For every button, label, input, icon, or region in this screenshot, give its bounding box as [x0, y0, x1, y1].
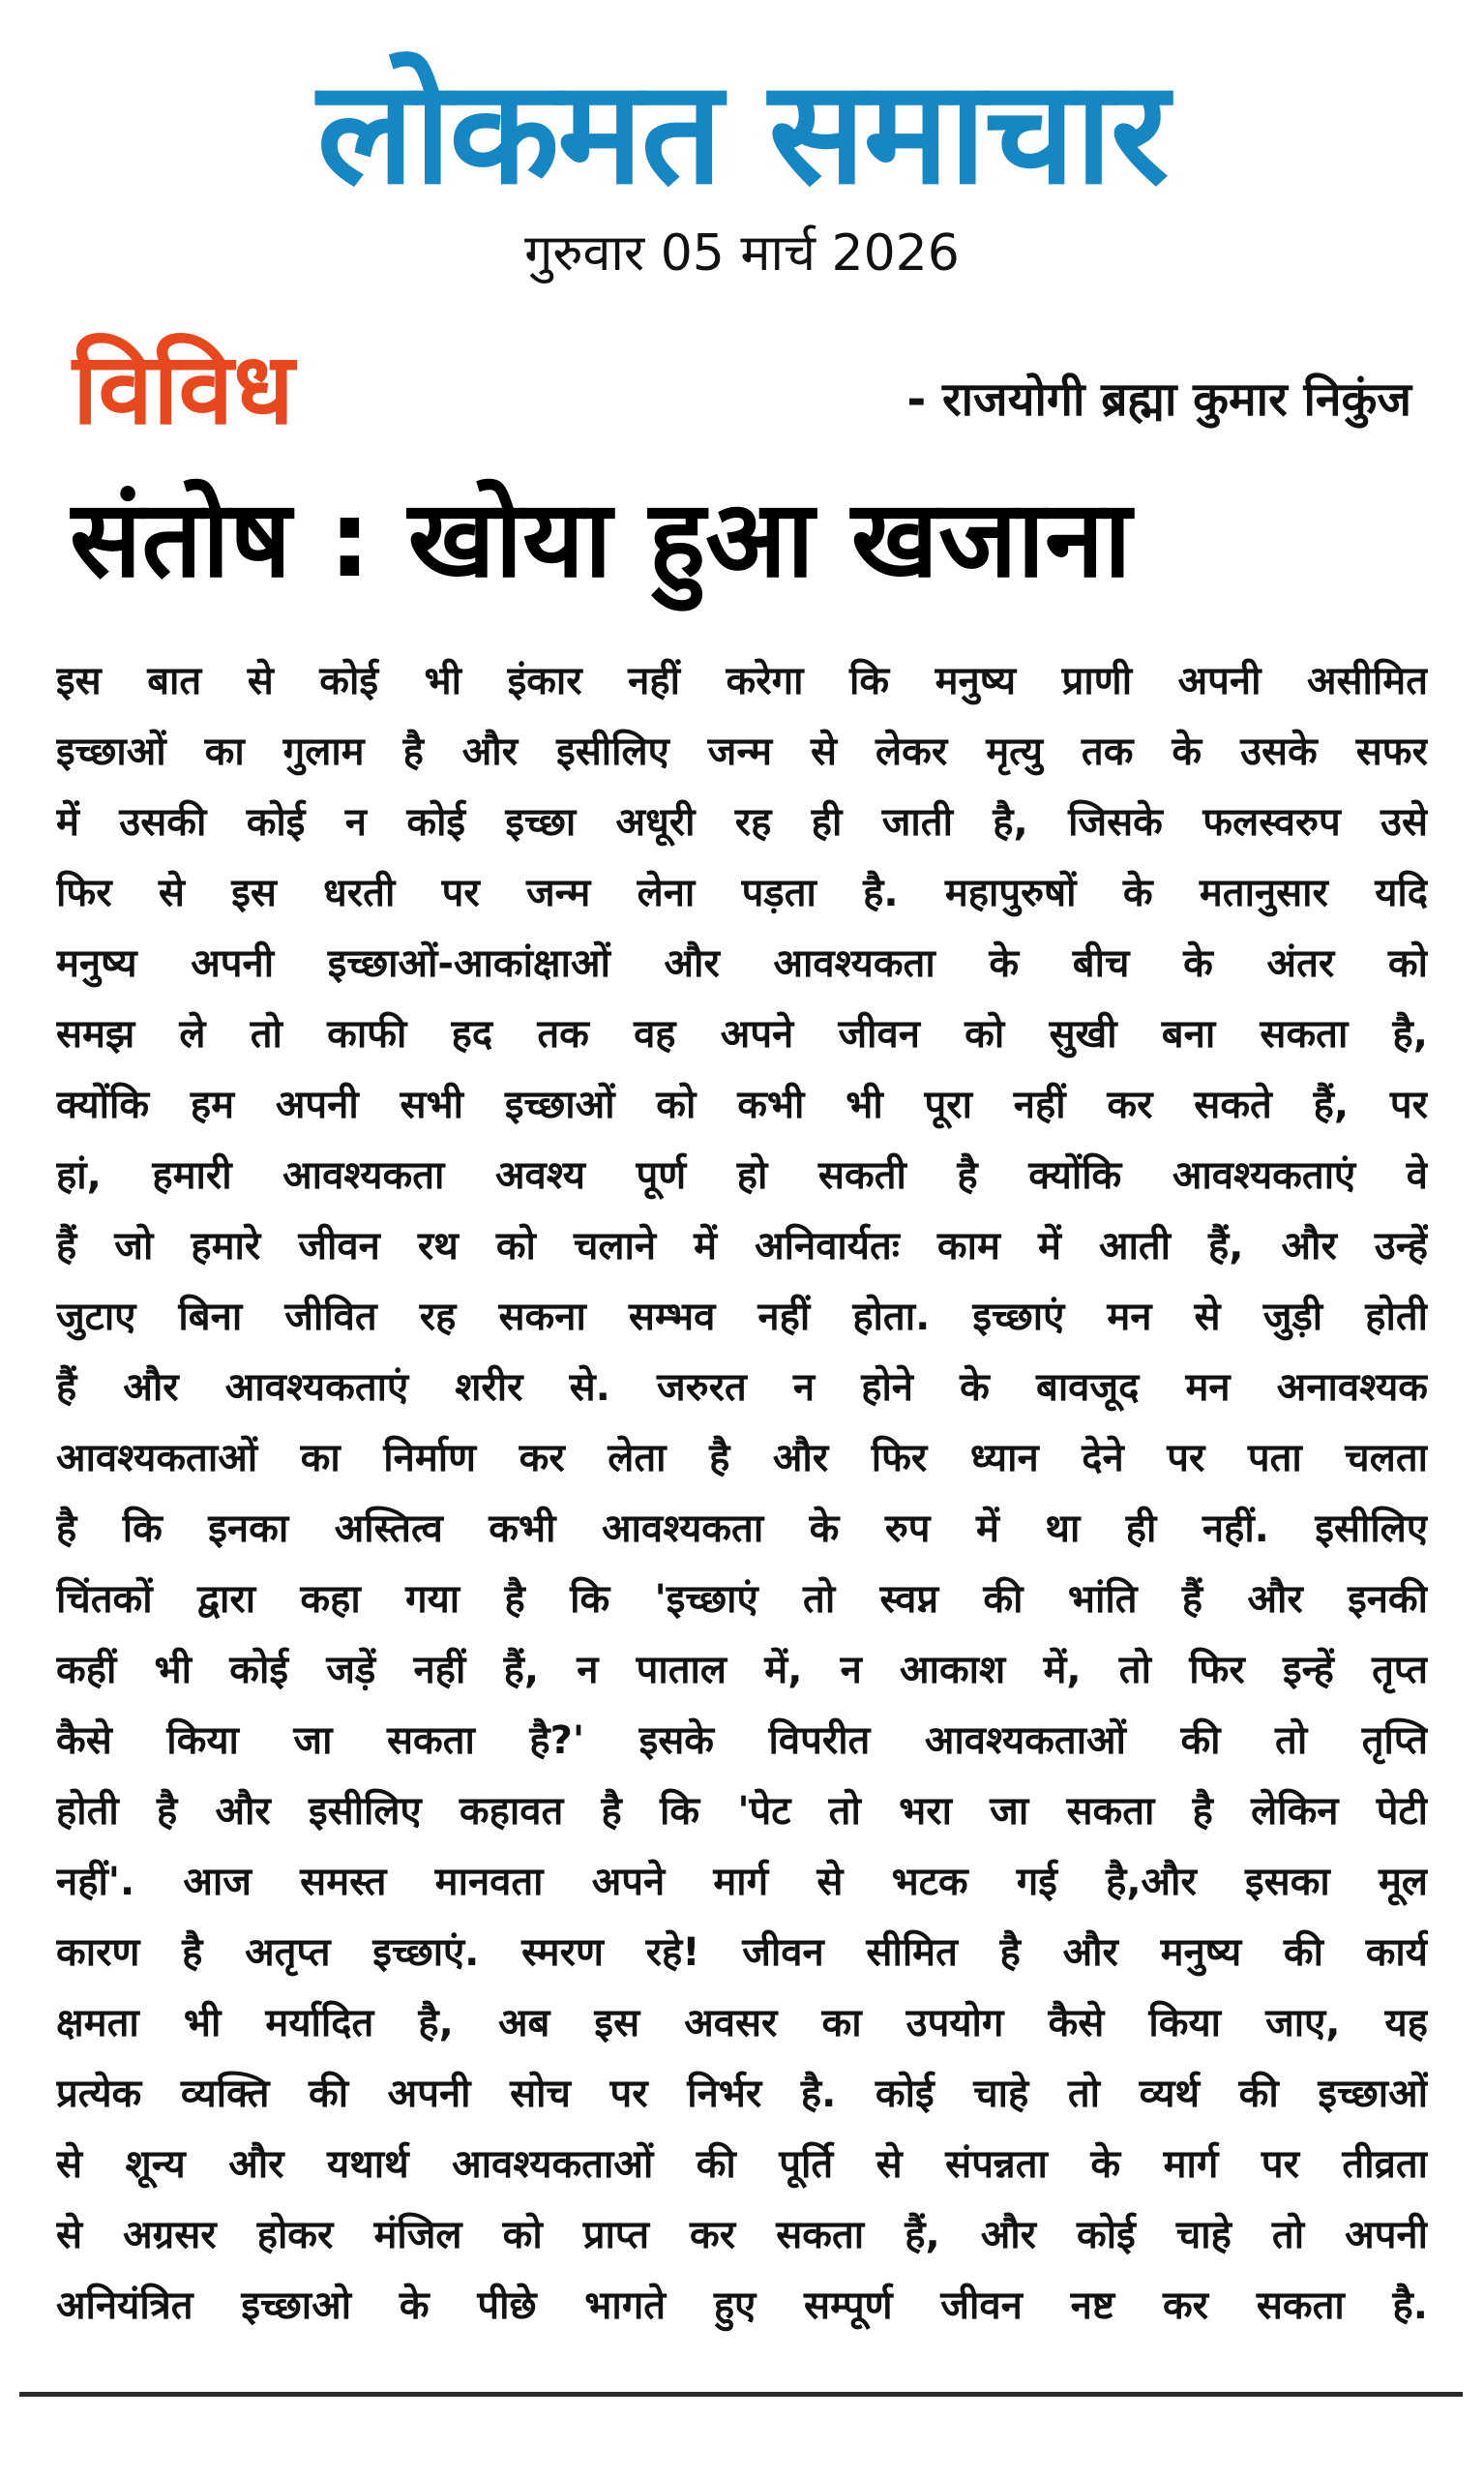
- body-line: हैं और आवश्यकताएं शरीर से. जरुरत न होने के बावजूद मन अनावश्यक: [56, 1365, 1428, 1410]
- body-line: कारण है अतृप्त इच्छाएं. स्मरण रहे! जीवन सीमित है और मनुष्य की कार्य: [56, 1930, 1428, 1975]
- section-label: विविध: [73, 332, 294, 447]
- body-line: इस बात से कोई भी इंकार नहीं करेगा कि मनुष्य प्राणी अपनी असीमित: [56, 659, 1428, 703]
- body-line: में उसकी कोई न कोई इच्छा अधूरी रह ही जाती है, जिसके फलस्वरुप उसे: [56, 800, 1428, 845]
- body-line: होती है और इसीलिए कहावत है कि 'पेट तो भरा जा सकता है लेकिन पेटी: [56, 1789, 1428, 1834]
- masthead-title: लोकमत समाचार: [316, 49, 1168, 216]
- body-line: से शून्य और यथार्थ आवश्यकताओं की पूर्ति से संपन्नता के मार्ग पर तीव्रता: [56, 2142, 1428, 2187]
- bottom-rule: [19, 2392, 1463, 2397]
- body-line: इच्छाओं का गुलाम है और इसीलिए जन्म से लेकर मृत्यु तक के उसके सफर: [56, 730, 1428, 774]
- body-line: हैं जो हमारे जीवन रथ को चलाने में अनिवार्यतः काम में आती हैं, और उन्हें: [56, 1224, 1428, 1268]
- body-line: हां, हमारी आवश्यकता अवश्य पूर्ण हो सकती है क्योंकि आवश्यकताएं वे: [56, 1153, 1428, 1198]
- body-line: है कि इनका अस्तित्व कभी आवश्यकता के रुप में था ही नहीं. इसीलिए: [56, 1507, 1428, 1551]
- body-line: मनुष्य अपनी इच्छाओं-आकांक्षाओं और आवश्यकता के बीच के अंतर को: [56, 941, 1428, 986]
- body-line: क्षमता भी मर्यादित है, अब इस अवसर का उपयोग कैसे किया जाए, यह: [56, 2001, 1428, 2045]
- body-line: कैसे किया जा सकता है?' इसके विपरीत आवश्यकताओं की तो तृप्ति: [56, 1718, 1428, 1763]
- body-line: जुटाए बिना जीवित रह सकना सम्भव नहीं होता. इच्छाएं मन से जुड़ी होती: [56, 1295, 1428, 1339]
- body-line: चिंतकों द्वारा कहा गया है कि 'इच्छाएं तो स्वप्न की भांति हैं और इनकी: [56, 1577, 1428, 1622]
- headline: संतोष : खोया हुआ खजाना: [70, 477, 1132, 601]
- body-line: क्योंकि हम अपनी सभी इच्छाओं को कभी भी पूरा नहीं कर सकते हैं, पर: [56, 1083, 1428, 1127]
- byline: - राजयोगी ब्रह्मा कुमार निकुंज: [906, 373, 1411, 427]
- body-line: समझ ले तो काफी हद तक वह अपने जीवन को सुखी बना सकता है,: [56, 1012, 1428, 1057]
- body-line: अनियंत्रित इच्छाओ के पीछे भागते हुए सम्पूर्ण जीवन नष्ट कर सकता है.: [56, 2283, 1428, 2328]
- dateline: गुरुवार 05 मार्च 2026: [524, 224, 960, 283]
- body-line: प्रत्येक व्यक्ति की अपनी सोच पर निर्भर है. कोई चाहे तो व्यर्थ की इच्छाओं: [56, 2072, 1428, 2116]
- article-body: [56, 646, 1428, 2342]
- body-line: नहीं'. आज समस्त मानवता अपने मार्ग से भटक गई है,और इसका मूल: [56, 1860, 1428, 1904]
- body-line: फिर से इस धरती पर जन्म लेना पड़ता है. महापुरुषों के मतानुसार यदि: [56, 871, 1428, 915]
- body-line: से अग्रसर होकर मंजिल को प्राप्त कर सकता हैं, और कोई चाहे तो अपनी: [56, 2213, 1428, 2257]
- masthead: [0, 0, 1484, 284]
- body-line: कहीं भी कोई जड़ें नहीं हैं, न पाताल में, न आकाश में, तो फिर इन्हें तृप्त: [56, 1648, 1428, 1692]
- body-line: आवश्यकताओं का निर्माण कर लेता है और फिर ध्यान देने पर पता चलता: [56, 1436, 1428, 1480]
- section-row: [73, 321, 1411, 447]
